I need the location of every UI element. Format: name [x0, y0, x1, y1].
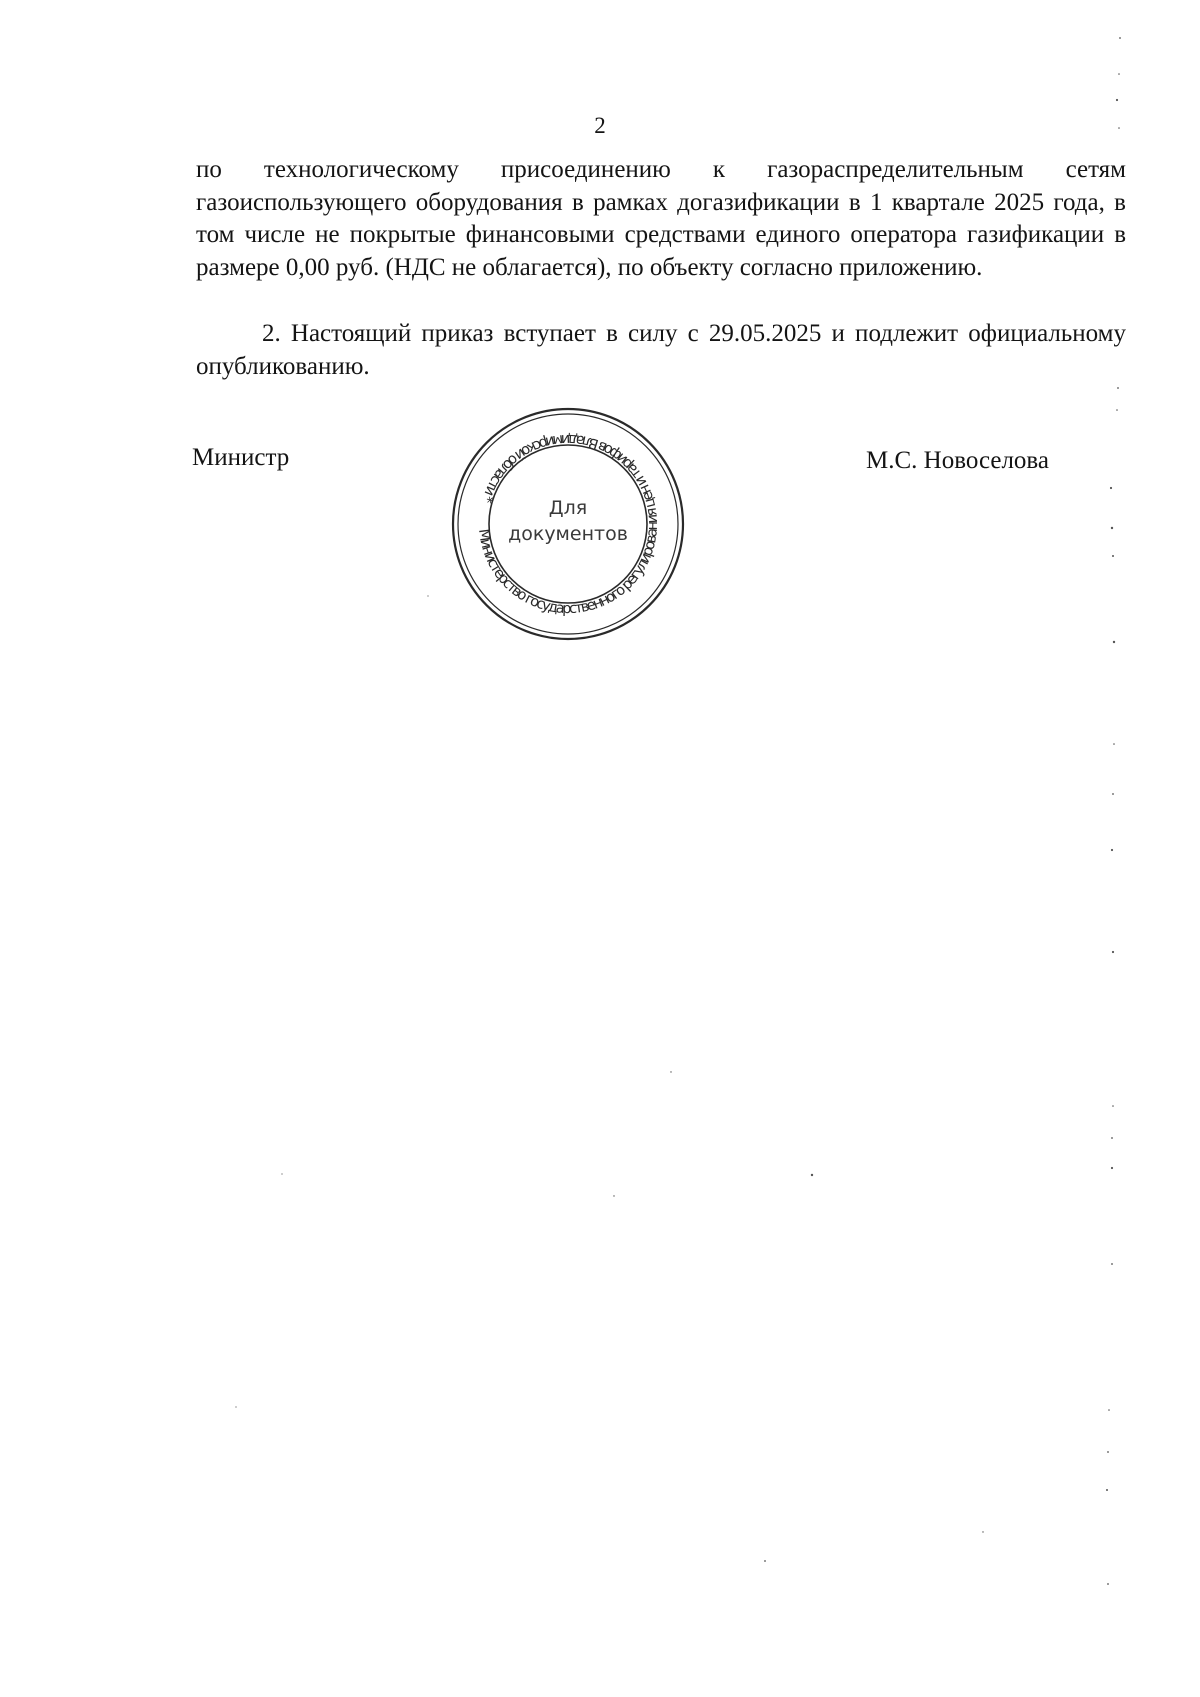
- page-number: 2: [594, 113, 606, 138]
- paragraph-2-container: [196, 318, 1126, 383]
- paragraph-2: 2. Настоящий приказ вступает в силу с 29.05.2025 и подлежит официальному опубликованию.: [196, 320, 1126, 380]
- stamp-center-line-1: Для: [548, 497, 588, 519]
- signatory-title: Министр: [192, 444, 290, 471]
- stamp-center-line-2: документов: [508, 523, 628, 545]
- stamp-ring-text: Министерство государственного регулирования цен и тарифов Владимирской области *: [474, 430, 662, 618]
- paragraph-1: по технологическому присоединению к газораспределительным сетям газоиспользующего оборудования в рамках догазификации в 1 квартале 2025 года, в том числе не покрытые финансовыми средствами единого оператора газификации в размере 0,00 руб. (НДС не облагается), по объекту согласно приложению.: [196, 156, 1126, 281]
- official-stamp: [448, 404, 688, 644]
- signatory-name: М.С. Новоселова: [866, 447, 1050, 474]
- paragraph-1-container: [196, 154, 1126, 284]
